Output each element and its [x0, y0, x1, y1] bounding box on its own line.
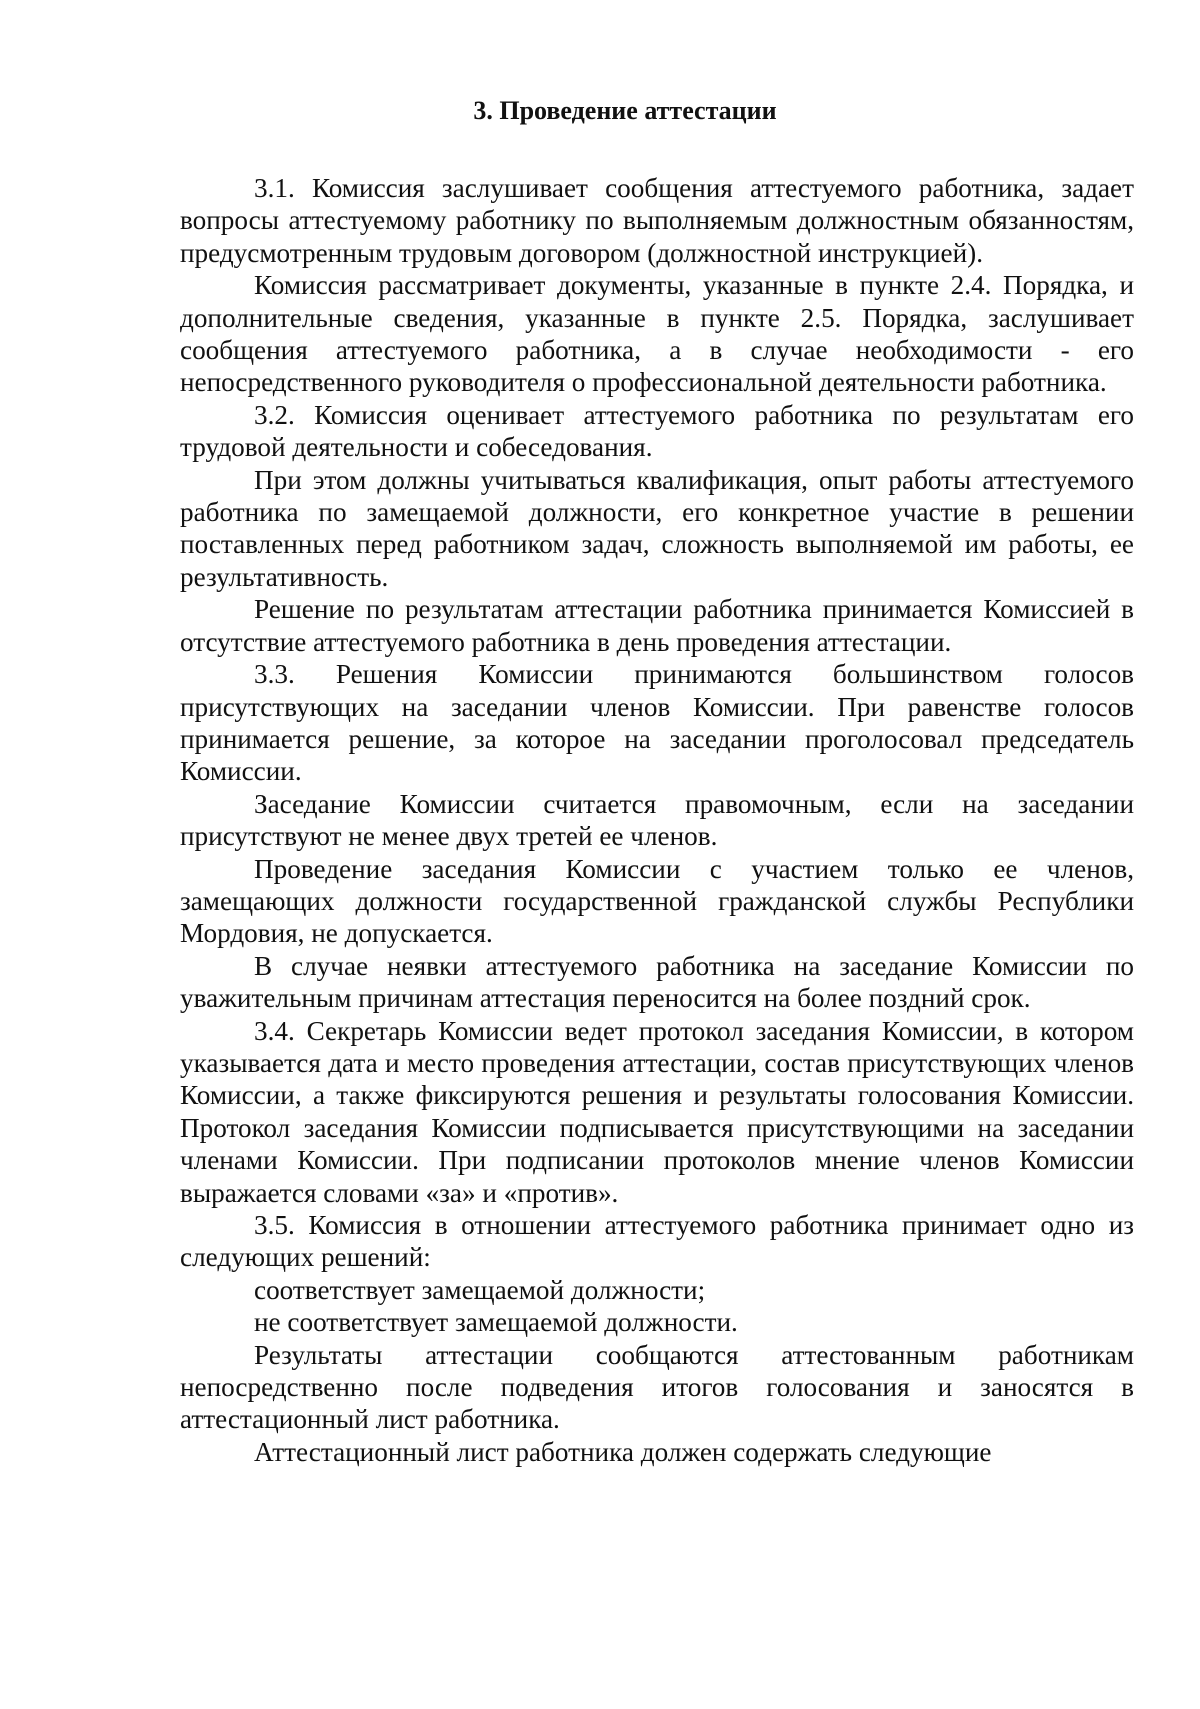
- paragraph: 3.2. Комиссия оценивает аттестуемого работника по результатам его трудовой деятельности и собеседования.: [180, 399, 1134, 463]
- paragraph: 3.3. Решения Комиссии принимаются большинством голосов присутствующих на заседании членов Комиссии. При равенстве голосов принимается решение, за которое на заседании проголосовал председатель Комиссии.: [180, 659, 1134, 787]
- list-item: соответствует замещаемой должности;: [254, 1274, 706, 1305]
- paragraph: В случае неявки аттестуемого работника на заседание Комиссии по уважительным причинам аттестация переносится на более поздний срок.: [180, 950, 1134, 1014]
- document-body: [180, 172, 1134, 1468]
- paragraph: При этом должны учитываться квалификация, опыт работы аттестуемого работника по замещаемой должности, его конкретное участие в решении поставленных перед работником задач, сложность выполняемой им работы, ее результативность.: [180, 464, 1134, 592]
- paragraph: 3.4. Секретарь Комиссии ведет протокол заседания Комиссии, в котором указывается дата и место проведения аттестации, состав присутствующих членов Комиссии, а также фиксируются решения и результаты голосования Комиссии. Протокол заседания Комиссии подписывается присутствующими на заседании членами Комиссии. При подписании протоколов мнение членов Комиссии выражается словами «за» и «против».: [180, 1015, 1134, 1208]
- paragraph: Комиссия рассматривает документы, указанные в пункте 2.4. Порядка, и дополнительные сведения, указанные в пункте 2.5. Порядка, заслушивает сообщения аттестуемого работника, а в случае необходимости - его непосредственного руководителя о профессиональной деятельности работника.: [180, 270, 1134, 398]
- paragraph: 3.5. Комиссия в отношении аттестуемого работника принимает одно из следующих решений:: [180, 1210, 1134, 1273]
- paragraph: Проведение заседания Комиссии с участием только ее членов, замещающих должности государственной гражданской службы Республики Мордовия, не допускается.: [180, 853, 1134, 949]
- paragraph: Решение по результатам аттестации работника принимается Комиссией в отсутствие аттестуемого работника в день проведения аттестации.: [180, 594, 1134, 657]
- paragraph: Заседание Комиссии считается правомочным, если на заседании присутствуют не менее двух третей ее членов.: [180, 788, 1134, 852]
- section-heading: 3. Проведение аттестации: [473, 96, 777, 125]
- paragraph: Результаты аттестации сообщаются аттестованным работникам непосредственно после подведения итогов голосования и заносятся в аттестационный лист работника.: [180, 1339, 1134, 1435]
- paragraph: 3.1. Комиссия заслушивает сообщения аттестуемого работника, задает вопросы аттестуемому работнику по выполняемым должностным обязанностям, предусмотренным трудовым договором (должностной инструкцией).: [180, 173, 1134, 268]
- paragraph: Аттестационный лист работника должен содержать следующие: [254, 1436, 992, 1467]
- list-item: не соответствует замещаемой должности.: [254, 1307, 738, 1338]
